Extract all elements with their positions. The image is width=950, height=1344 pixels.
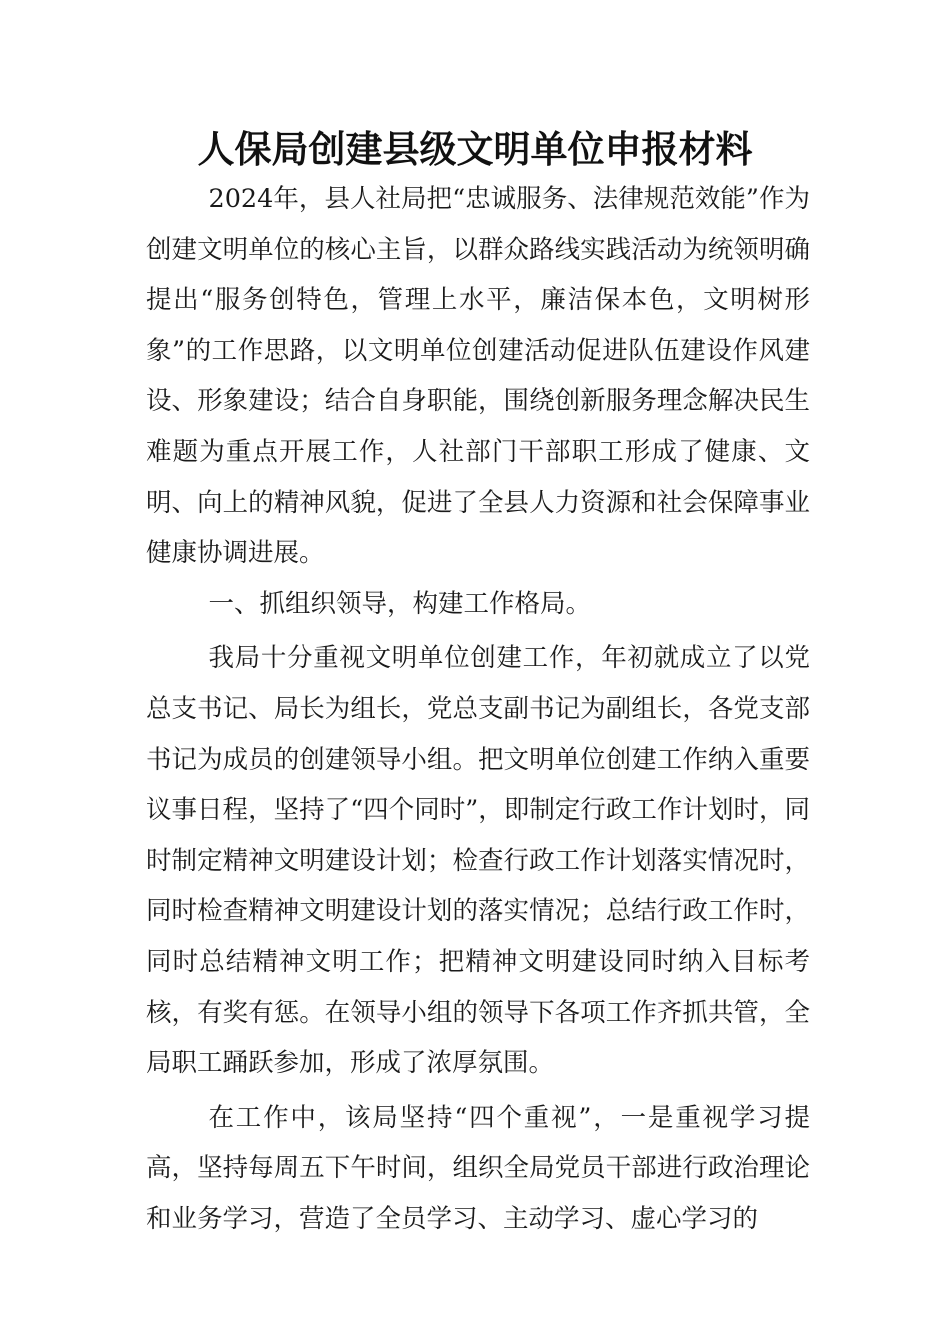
section-1-paragraph-2: 在工作中，该局坚持“四个重视”，一是重视学习提高，坚持每周五下午时间，组织全局党员干部进行政治理论和业务学习，营造了全员学习、主动学习、虚心学习的 bbox=[146, 1102, 810, 1234]
intro-paragraph: 2024年，县人社局把“忠诚服务、法律规范效能”作为创建文明单位的核心主旨，以群众路线实践活动为统领明确提出“服务创特色，管理上水平，廉洁保本色，文明树形象”的工作思路，以文明单位创建活动促进队伍建设作风建设、形象建设；结合自身职能，围绕创新服务理念解决民生难题为重点开展工作，人社部门干部职工形成了健康、文明、向上的精神风貌，促进了全县人力资源和社会保障事业健康协调进展。 bbox=[146, 184, 810, 569]
document-body bbox=[146, 174, 810, 1244]
document-title: 人保局创建县级文明单位申报材料 bbox=[197, 128, 753, 171]
section-heading-1: 一、抓组织领导，构建工作格局。 bbox=[208, 588, 591, 619]
section-1-paragraph-1: 我局十分重视文明单位创建工作，年初就成立了以党总支书记、局长为组长，党总支副书记为副组长，各党支部书记为成员的创建领导小组。把文明单位创建工作纳入重要议事日程，坚持了“四个同时”，即制定行政工作计划时，同时制定精神文明建设计划；检查行政工作计划落实情况时，同时检查精神文明建设计划的落实情况；总结行政工作时，同时总结精神文明工作；把精神文明建设同时纳入目标考核，有奖有惩。在领导小组的领导下各项工作齐抓共管，全局职工踊跃参加，形成了浓厚氛围。 bbox=[146, 643, 810, 1079]
